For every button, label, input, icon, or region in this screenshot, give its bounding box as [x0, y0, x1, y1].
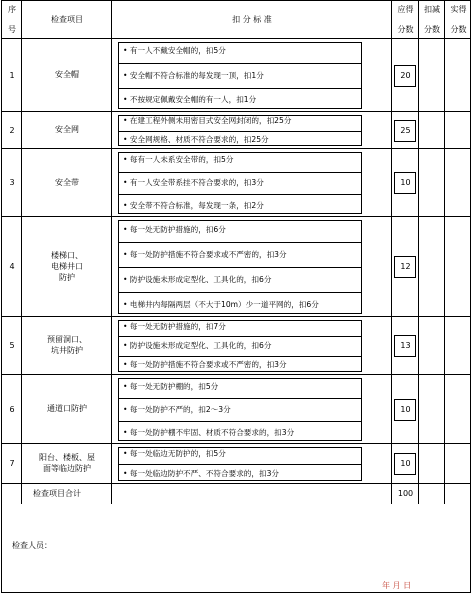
- criteria-box-top: [118, 320, 361, 321]
- row-item-name: 通道口防护: [47, 404, 87, 413]
- row-score: 10: [400, 404, 411, 414]
- criteria-box-bottom: [118, 313, 361, 314]
- criteria-item: • 每一处防护棚不牢固、材质不符合要求的，扣3分: [123, 428, 295, 437]
- criteria-item-divider: [118, 464, 361, 465]
- score-box-top: [394, 399, 415, 400]
- score-box-bottom: [394, 193, 415, 194]
- criteria-box-top: [118, 447, 361, 448]
- column-divider: [444, 1, 445, 504]
- criteria-item-divider: [118, 63, 361, 64]
- criteria-box-bottom: [118, 145, 361, 146]
- row-number: 3: [9, 178, 15, 187]
- criteria-item: • 安全带不符合标准，每发现一条，扣2分: [123, 201, 264, 210]
- score-box-bottom: [394, 277, 415, 278]
- score-box-top: [394, 172, 415, 173]
- criteria-item: • 每一处无防护措施的，扣7分: [123, 322, 226, 331]
- criteria-box-bottom: [118, 480, 361, 481]
- row-item-name: 安全网: [55, 125, 79, 134]
- criteria-item: • 每一处临边防护不严、不符合要求的，扣3分: [123, 469, 280, 478]
- inspection-sheet: [1, 0, 471, 593]
- criteria-box-top: [118, 378, 361, 379]
- header-seq-line1: 序: [8, 5, 16, 14]
- row-number: 4: [9, 262, 15, 271]
- criteria-item-divider: [118, 398, 361, 399]
- row-item-name: 阳台、楼板、屋: [39, 453, 95, 462]
- score-box-top: [394, 120, 415, 121]
- score-box-bottom: [394, 474, 415, 475]
- row-item-name: 防护: [59, 272, 75, 282]
- row-score: 10: [400, 178, 411, 187]
- criteria-item: • 每有一人未系安全带的，扣5分: [123, 155, 234, 164]
- criteria-item-divider: [118, 194, 361, 195]
- row-item-name: 安全帽: [55, 70, 79, 79]
- total-score: 100: [397, 489, 414, 498]
- total-label: 检查项目合计: [33, 489, 81, 498]
- row-bottom-line: [2, 483, 470, 484]
- criteria-item-divider: [118, 267, 361, 268]
- header-bottom-line: [2, 38, 470, 39]
- header-actual-line1: 实得: [450, 5, 467, 14]
- criteria-box-bottom: [118, 440, 361, 441]
- criteria-item: • 每一处无防护棚的，扣5分: [123, 382, 219, 391]
- criteria-item: • 防护设施未形成定型化、工具化的，扣6分: [123, 275, 272, 284]
- criteria-item: • 每一处临边无防护的，扣5分: [123, 449, 226, 458]
- criteria-item-divider: [118, 292, 361, 293]
- criteria-item: • 不按规定佩戴安全帽的有一人，扣1分: [123, 95, 257, 104]
- score-box-top: [394, 335, 415, 336]
- inspector-label: 检查人员：: [12, 541, 52, 550]
- row-bottom-line: [2, 216, 470, 217]
- row-bottom-line: [2, 316, 470, 317]
- header-actual-line2: 分数: [450, 25, 467, 34]
- row-number: 1: [9, 70, 15, 80]
- row-score: 10: [400, 459, 411, 468]
- criteria-box-top: [118, 42, 361, 43]
- row-number: 5: [9, 341, 15, 350]
- criteria-item: • 每一处无防护措施的，扣6分: [123, 225, 226, 234]
- row-item-name: 预留洞口、: [47, 335, 87, 344]
- row-bottom-line: [2, 111, 470, 112]
- criteria-item-divider: [118, 242, 361, 243]
- criteria-item: • 每一处防护措施不符合要求或不严密的，扣3分: [123, 250, 287, 259]
- row-bottom-line: [2, 374, 470, 375]
- row-item-name: 电梯井口: [51, 261, 83, 271]
- criteria-box-left: [118, 320, 119, 372]
- score-box-bottom: [394, 86, 415, 87]
- inspection-date: 年 月 日: [382, 581, 412, 590]
- row-item-name: 楼梯口、: [51, 250, 83, 260]
- row-item-name: 坑井防护: [51, 346, 83, 355]
- criteria-item: • 在建工程外侧未用密目式安全网封闭的，扣25分: [123, 116, 292, 125]
- score-box-bottom: [394, 141, 415, 142]
- criteria-item: • 防护设施未形成定型化、工具化的，扣6分: [123, 341, 272, 350]
- row-bottom-line: [2, 443, 470, 444]
- criteria-box-left: [118, 152, 119, 214]
- row-number: 7: [9, 459, 15, 468]
- row-score: 12: [400, 262, 411, 271]
- criteria-item-divider: [118, 88, 361, 89]
- header-deduct-line1: 扣减: [424, 5, 440, 14]
- row-score: 25: [400, 125, 411, 135]
- row-number: 2: [9, 125, 15, 135]
- criteria-item-divider: [118, 336, 361, 337]
- criteria-item-divider: [118, 421, 361, 422]
- criteria-item: • 每一处防护不严的，扣2～3分: [123, 405, 231, 414]
- criteria-box-top: [118, 152, 361, 153]
- criteria-item: • 安全网规格、材质不符合要求的，扣25分: [123, 135, 269, 144]
- criteria-item: • 有一人安全带系挂不符合要求的，扣3分: [123, 178, 264, 187]
- criteria-item-divider: [118, 131, 361, 132]
- criteria-item: • 电梯井内每隔两层（不大于10m）少一道平网的，扣6分: [123, 300, 319, 309]
- score-box-bottom: [394, 420, 415, 421]
- row-item-name: 安全带: [55, 177, 79, 187]
- row-bottom-line: [2, 148, 470, 149]
- header-item: 检查项目: [51, 15, 83, 24]
- score-box-top: [394, 65, 415, 66]
- row-number: 6: [9, 404, 15, 414]
- criteria-item: • 安全帽不符合标准的每发现一顶，扣1分: [123, 71, 264, 80]
- criteria-item-divider: [118, 172, 361, 173]
- header-criteria: 扣 分 标 准: [232, 15, 272, 24]
- criteria-box-left: [118, 378, 119, 441]
- criteria-box-left: [118, 42, 119, 109]
- score-box-top: [394, 453, 415, 454]
- header-due-line2: 分数: [397, 25, 414, 34]
- row-score: 13: [400, 341, 411, 350]
- criteria-box-bottom: [118, 213, 361, 214]
- header-seq-line2: 号: [8, 25, 16, 34]
- header-deduct-line2: 分数: [424, 25, 440, 34]
- score-box-bottom: [394, 356, 415, 357]
- criteria-item: • 每一处防护措施不符合要求或不严密的，扣3分: [123, 360, 287, 369]
- criteria-item-divider: [118, 356, 361, 357]
- criteria-box-bottom: [118, 371, 361, 372]
- row-item-name: 面等临边防护: [43, 464, 91, 473]
- score-box-top: [394, 256, 415, 257]
- criteria-box-bottom: [118, 108, 361, 109]
- header-due-line1: 应得: [397, 5, 414, 14]
- criteria-box-top: [118, 220, 361, 221]
- row-score: 20: [400, 70, 411, 80]
- criteria-item: • 有一人不戴安全帽的，扣5分: [123, 46, 226, 55]
